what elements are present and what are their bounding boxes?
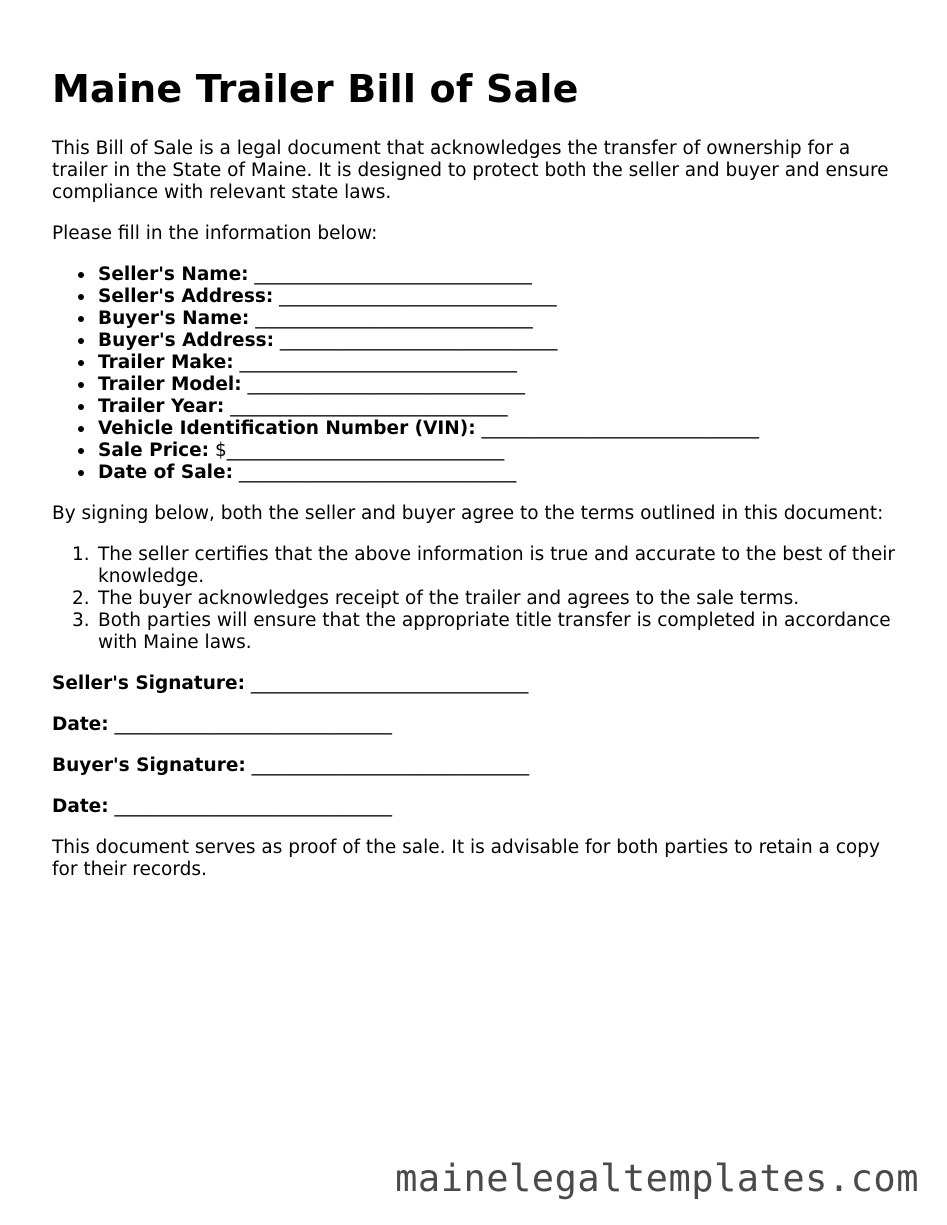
signature-blank: ______________________________ — [245, 755, 530, 776]
buyer-date-line — [52, 796, 902, 818]
field-blank: ______________________________ — [233, 352, 518, 373]
field-label: Buyer's Address: — [98, 330, 275, 351]
field-blank: ______________________________ — [249, 308, 533, 329]
document-title: Maine Trailer Bill of Sale — [52, 67, 579, 111]
field-date-of-sale — [98, 462, 902, 484]
term-item — [72, 544, 902, 588]
signature-label: Seller's Signature: — [52, 673, 245, 694]
term-text: Both parties will ensure that the appropriate title transfer is completed in accordance with Maine laws. — [98, 610, 891, 653]
field-label: Sale Price: — [98, 440, 210, 461]
field-vin — [98, 418, 902, 440]
signature-blank: ______________________________ — [245, 673, 529, 694]
field-blank: ______________________________ — [232, 462, 517, 483]
field-blank: ______________________________ — [475, 418, 760, 439]
field-trailer-year — [98, 396, 902, 418]
term-number: 3. — [72, 610, 90, 631]
field-label: Buyer's Name: — [98, 308, 250, 329]
signature-label: Date: — [52, 796, 109, 817]
terms-list — [52, 544, 902, 654]
term-text: The buyer acknowledges receipt of the trailer and agrees to the sale terms. — [98, 588, 800, 609]
field-label: Trailer Year: — [98, 396, 225, 417]
field-list — [52, 264, 902, 484]
term-number: 2. — [72, 588, 90, 609]
agreement-text: By signing below, both the seller and buyer agree to the terms outlined in this document: — [52, 503, 884, 524]
closing-paragraph: This document serves as proof of the sale. It is advisable for both parties to retain a copy for their records. — [52, 837, 880, 880]
field-label: Trailer Make: — [98, 352, 234, 373]
field-seller-address — [98, 286, 902, 308]
site-watermark: mainelegaltemplates.com — [395, 1157, 919, 1200]
term-text: The seller certifies that the above information is true and accurate to the best of their knowledge. — [98, 544, 895, 587]
term-item — [72, 588, 902, 610]
instruction-text: Please fill in the information below: — [52, 223, 378, 244]
field-blank: ______________________________ — [274, 330, 558, 351]
signature-blank: ______________________________ — [108, 796, 393, 817]
field-label: Seller's Name: — [98, 264, 249, 285]
signature-label: Date: — [52, 714, 109, 735]
field-label: Vehicle Identification Number (VIN): — [98, 418, 476, 439]
signature-blank: ______________________________ — [108, 714, 393, 735]
seller-date-line — [52, 714, 902, 736]
field-label: Date of Sale: — [98, 462, 233, 483]
field-trailer-model — [98, 374, 902, 396]
field-blank: ______________________________ — [241, 374, 526, 395]
document-page — [52, 66, 902, 881]
field-seller-name — [98, 264, 902, 286]
term-number: 1. — [72, 544, 90, 565]
field-sale-price — [98, 440, 902, 462]
intro-paragraph: This Bill of Sale is a legal document that acknowledges the transfer of ownership for a trailer in the State of Maine. It is designed to protect both the seller and buyer and ensure compliance with relevant state laws. — [52, 138, 889, 203]
signature-label: Buyer's Signature: — [52, 755, 246, 776]
field-blank: ______________________________ — [224, 396, 508, 417]
field-label: Seller's Address: — [98, 286, 274, 307]
field-blank: $______________________________ — [209, 440, 505, 461]
field-blank: ______________________________ — [248, 264, 532, 285]
buyer-signature-line — [52, 755, 902, 777]
field-buyer-name — [98, 308, 902, 330]
term-item — [72, 610, 902, 654]
field-blank: ______________________________ — [273, 286, 557, 307]
field-label: Trailer Model: — [98, 374, 242, 395]
field-trailer-make — [98, 352, 902, 374]
field-buyer-address — [98, 330, 902, 352]
seller-signature-line — [52, 673, 902, 695]
